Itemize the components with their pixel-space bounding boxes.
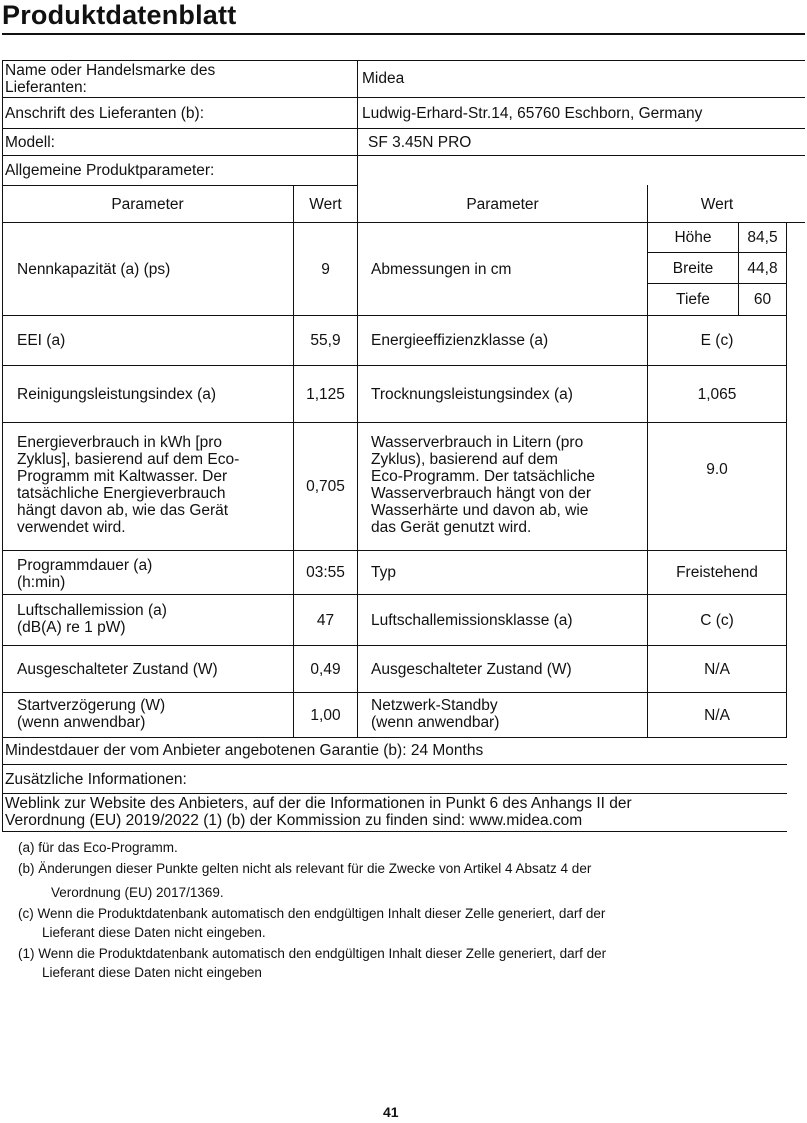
off-mode-label-left: Ausgeschalteter Zustand (W): [17, 660, 218, 678]
energy-class-value: E (c): [700, 332, 734, 349]
supplier-name-label-line2: Lieferanten:: [5, 79, 87, 96]
supplier-name-label-line1: Name oder Handelsmarke des: [5, 62, 216, 79]
type-label: Typ: [371, 564, 396, 581]
depth-value: 60: [753, 291, 772, 308]
water-consumption-label: [371, 434, 595, 536]
water-consumption-line: Wasserhärte und davon ab, wie: [371, 502, 589, 519]
footnote-c: (c) Wenn die Produktdatenbank automatisch den endgültigen Inhalt dieser Zelle generiert, darf der: [18, 906, 606, 921]
off-mode-value-left: 0,49: [310, 660, 341, 678]
off-mode-value-right: N/A: [704, 660, 730, 678]
height-value: 84,5: [747, 229, 778, 246]
model-value: SF 3.45N PRO: [368, 134, 472, 151]
off-mode-label-right: Ausgeschalteter Zustand (W): [371, 660, 572, 678]
type-value: Freistehend: [676, 564, 758, 581]
noise-emission-label: [17, 602, 167, 636]
footnote-a: (a) für das Eco-Programm.: [18, 840, 178, 855]
footnote-c-cont: Lieferant diese Daten nicht eingeben.: [42, 925, 266, 940]
program-duration-label-line2: (h:min): [17, 574, 66, 591]
energy-consumption-line: verwendet wird.: [17, 519, 126, 536]
footnote-b-cont: Verordnung (EU) 2017/1369.: [51, 885, 224, 900]
cleaning-index-label: Reinigungsleistungsindex (a): [17, 385, 217, 403]
weblink-text: [5, 795, 632, 829]
page-title: Produktdatenblatt: [2, 0, 237, 30]
page-number: 41: [383, 1104, 399, 1120]
depth-label: Tiefe: [676, 291, 710, 308]
water-consumption-line: Eco-Programm. Der tatsächliche: [371, 468, 595, 485]
noise-emission-value: 47: [316, 611, 335, 629]
network-standby-value: N/A: [704, 706, 730, 724]
network-standby-label-line1: Netzwerk-Standby: [371, 697, 498, 714]
capacity-value: 9: [321, 260, 330, 278]
program-duration-label: [17, 557, 152, 591]
eei-value: 55,9: [310, 332, 341, 349]
width-value: 44,8: [747, 259, 778, 277]
energy-consumption-line: Programm mit Kaltwasser. Der: [17, 468, 228, 485]
water-consumption-line: Zyklus), basierend auf dem: [371, 451, 558, 468]
warranty-text: Mindestdauer der vom Anbieter angebotenen Garantie (b): 24 Months: [5, 742, 484, 759]
header-value-right: Wert: [700, 195, 734, 213]
network-standby-label-line2: (wenn anwendbar): [371, 714, 500, 731]
energy-consumption-value: 0,705: [306, 478, 345, 495]
water-consumption-line: Wasserverbrauch hängt von der: [371, 485, 591, 502]
cleaning-index-value: 1,125: [306, 385, 345, 403]
capacity-label: Nennkapazität (a) (ps): [17, 260, 171, 278]
water-consumption-line: das Gerät genutzt wird.: [371, 519, 532, 536]
delay-start-label: [17, 697, 165, 731]
water-consumption-line: Wasserverbrauch in Litern (pro: [371, 434, 584, 451]
energy-consumption-line: hängt davon ab, wie das Gerät: [17, 502, 229, 519]
model-label: Modell:: [5, 134, 55, 151]
delay-start-label-line1: Startverzögerung (W): [17, 697, 166, 714]
weblink-line2: Verordnung (EU) 2019/2022 (1) (b) der Kommission zu finden sind: www.midea.com: [5, 812, 583, 829]
energy-class-label: Energieeffizienzklasse (a): [371, 332, 549, 349]
header-parameter-right: Parameter: [466, 195, 539, 213]
footnote-b: (b) Änderungen dieser Punkte gelten nicht als relevant für die Zwecke von Artikel 4 Absatz 4 der: [18, 861, 592, 876]
height-label: Höhe: [674, 229, 712, 246]
noise-class-label: Luftschallemissionsklasse (a): [371, 611, 573, 629]
footnote-1: (1) Wenn die Produktdatenbank automatisch den endgültigen Inhalt dieser Zelle generiert, darf der: [18, 946, 607, 961]
general-params-label: Allgemeine Produktparameter:: [5, 162, 215, 179]
supplier-name-label: [5, 62, 215, 96]
eei-label: EEI (a): [17, 332, 66, 349]
energy-consumption-line: Energieverbrauch in kWh [pro: [17, 434, 223, 451]
title-rule: [2, 33, 805, 35]
supplier-name-value: Midea: [362, 70, 405, 87]
supplier-address-value: Ludwig-Erhard-Str.14, 65760 Eschborn, Germany: [362, 105, 703, 122]
header-value-left: Wert: [309, 195, 342, 213]
noise-emission-label-line2: (dB(A) re 1 pW): [17, 619, 126, 636]
drying-index-value: 1,065: [697, 385, 737, 403]
noise-emission-label-line1: Luftschallemission (a): [17, 602, 167, 619]
energy-consumption-label: [17, 434, 239, 536]
energy-consumption-line: tatsächliche Energieverbrauch: [17, 485, 226, 502]
footnote-1-cont: Lieferant diese Daten nicht eingeben: [42, 965, 262, 980]
weblink-line1: Weblink zur Website des Anbieters, auf der die Informationen in Punkt 6 des Anhangs II der: [5, 795, 632, 812]
header-parameter-left: Parameter: [111, 195, 184, 213]
delay-start-label-line2: (wenn anwendbar): [17, 714, 146, 731]
width-label: Breite: [672, 259, 714, 277]
program-duration-value: 03:55: [306, 564, 345, 581]
noise-class-value: C (c): [700, 611, 734, 629]
supplier-address-label: Anschrift des Lieferanten (b):: [5, 105, 205, 122]
energy-consumption-line: Zyklus], basierend auf dem Eco-: [17, 451, 240, 468]
additional-info-label: Zusätzliche Informationen:: [5, 771, 187, 788]
program-duration-label-line1: Programmdauer (a): [17, 557, 153, 574]
water-consumption-value: 9.0: [706, 461, 728, 478]
network-standby-label: [371, 697, 499, 731]
dimensions-label: Abmessungen in cm: [371, 260, 512, 278]
delay-start-value: 1,00: [310, 706, 341, 724]
drying-index-label: Trocknungsleistungsindex (a): [371, 385, 573, 403]
